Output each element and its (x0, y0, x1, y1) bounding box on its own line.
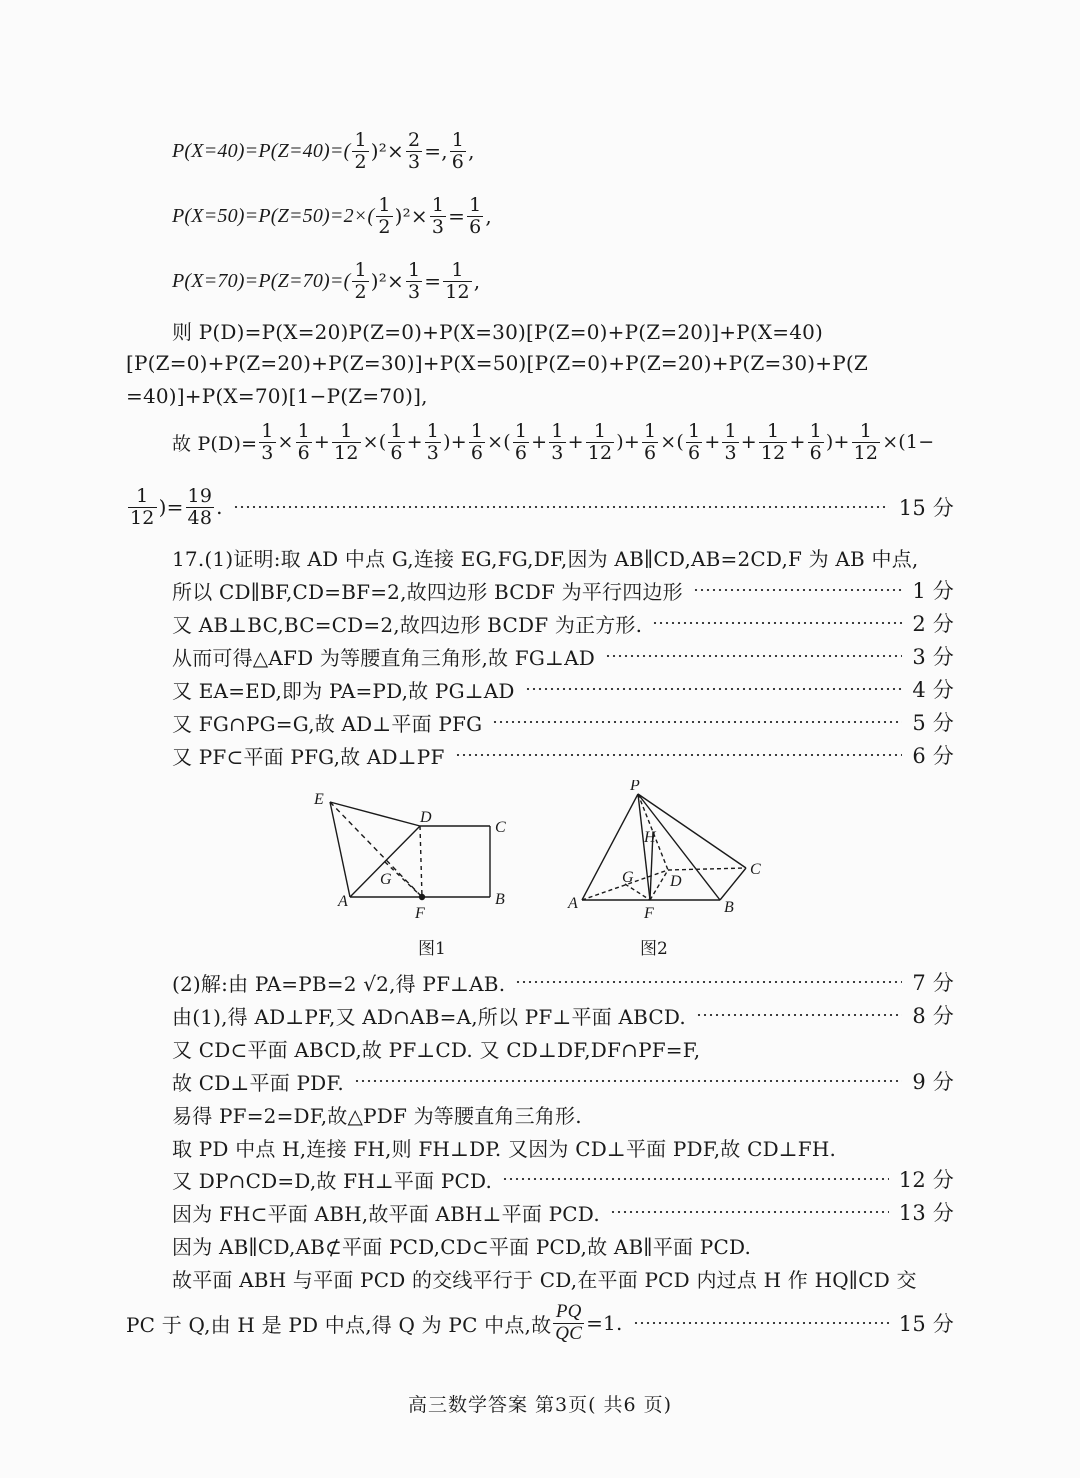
score-label: 15 分 (898, 496, 954, 520)
figures (300, 780, 780, 930)
text-line: 17.(1)证明:取 AD 中点 G,连接 EG,FG,DF,因为 AB∥CD,AB=2CD,F 为 AB 中点, (172, 546, 919, 571)
text-line: 又 CD⊂平面 ABCD,故 PF⊥CD. 又 CD⊥DF,DF∩PF=F, (172, 1037, 701, 1062)
label-G: G (622, 869, 634, 886)
label-B: B (724, 899, 734, 916)
figure-2-caption: 图2 (640, 939, 668, 959)
leader-dots (233, 506, 889, 508)
fraction: $\frac{1}{6}$ (390, 419, 403, 464)
fraction: $\frac{1}{6}$ (514, 419, 528, 464)
formula-pd: 故 P(D)= $\frac{1}{3}$ × $\frac{1}{6}$ + $\frac{1}{12}$ ×( $\frac{1}{6}$ + $\frac{1}{3}$ )+ $\frac{1}{6}$ ×( $\frac{1}{6}$ + $\frac{1}{3}$ + $\frac{1}{12}$ )+ $\frac{1}{6}$ ×( $\frac{1}{6}$ + $\frac{1}{3}$ + $\frac{1}{12}$ + $\frac{1}{6}$ )+ $\frac{1}{12}$ ×(1− (172, 419, 935, 464)
fraction: $\frac{1}{12}$ (130, 484, 155, 529)
step-line: PC 于 Q,由 H 是 PD 中点,得 Q 为 PC 中点,故 $\frac{PQ}{QC}$ =1. 15 分 (126, 1300, 954, 1344)
fraction: $\frac{1}{2}$ (354, 258, 367, 303)
fraction: $\frac{1}{2}$ (378, 193, 391, 238)
score-label: 2 分 (912, 612, 954, 636)
fraction: $\frac{1}{3}$ (261, 419, 274, 464)
label-B: B (495, 891, 505, 908)
step-line: 所以 CD∥BF,CD=BF=2,故四边形 BCDF 为平行四边形 1 分 (172, 573, 954, 607)
text-line: 易得 PF=2=DF,故△PDF 为等腰直角三角形. (172, 1103, 582, 1128)
step-line: 又 AB⊥BC,BC=CD=2,故四边形 BCDF 为正方形. 2 分 (172, 606, 954, 640)
step-line: 又 PF⊂平面 PFG,故 AD⊥PF 6 分 (172, 738, 954, 772)
score-label: 9 分 (912, 1070, 954, 1094)
score-label: 6 分 (912, 744, 954, 768)
fraction: $\frac{1}{6}$ (644, 419, 657, 464)
fraction: $\frac{1}{6}$ (451, 128, 465, 173)
score-label: 8 分 (912, 1004, 954, 1028)
label-P: P (630, 780, 640, 794)
text-line: [P(Z=0)+P(Z=20)+P(Z=30)]+P(X=50)[P(Z=0)+P(Z=20)+P(Z=30)+P(Z (126, 351, 868, 375)
formula-x50: P(X=50)=P(Z=50)=2×( $\frac{1}{2}$ )²× $\frac{1}{3}$ = $\frac{1}{6}$ , (172, 193, 492, 238)
label-C: C (495, 819, 506, 836)
score-label: 4 分 (912, 678, 954, 702)
fraction: $\frac{1}{3}$ (431, 193, 445, 238)
score-label: 13 分 (898, 1201, 954, 1225)
fraction: $\frac{1}{12}$ (587, 419, 613, 464)
text-line: 故平面 ABH 与平面 PCD 的交线平行于 CD,在平面 PCD 内过点 H 作 HQ∥CD 交 (172, 1267, 917, 1292)
label-A: A (568, 895, 578, 912)
score-label: 12 分 (898, 1168, 954, 1192)
fraction: $\frac{1}{6}$ (809, 419, 822, 464)
step-line: 因为 FH⊂平面 ABH,故平面 ABH⊥平面 PCD. 13 分 (172, 1195, 954, 1229)
label-D: D (420, 809, 432, 826)
fraction: $\frac{1}{6}$ (469, 193, 482, 238)
text-line: 取 PD 中点 H,连接 FH,则 FH⊥DP. 又因为 CD⊥平面 PDF,故 CD⊥FH. (172, 1136, 837, 1161)
step-line: 又 FG∩PG=G,故 AD⊥平面 PFG 5 分 (172, 705, 954, 739)
fraction: $\frac{1}{3}$ (426, 419, 440, 464)
fraction: $\frac{1}{3}$ (407, 258, 421, 303)
fraction: $\frac{19}{48}$ (187, 484, 213, 529)
formula-pd-result: $\frac{1}{12}$ )= $\frac{19}{48}$ . 15 分 (130, 484, 954, 529)
label-D: D (670, 873, 682, 890)
score-label: 5 分 (912, 711, 954, 735)
step-line: (2)解:由 PA=PB=2 √2,得 PF⊥AB. 7 分 (172, 965, 954, 999)
figure-2 (582, 794, 746, 900)
formula-x70: P(X=70)=P(Z=70)=( $\frac{1}{2}$ )²× $\frac{1}{3}$ = $\frac{1}{12}$ , (172, 258, 481, 303)
fraction: $\frac{1}{12}$ (334, 419, 359, 464)
fraction: $\frac{1}{2}$ (354, 128, 367, 173)
page-footer: 高三数学答案 第3页( 共6 页) (407, 1394, 673, 1416)
fraction: $\frac{1}{6}$ (297, 419, 310, 464)
text-line: =40)]+P(X=70)[1−P(Z=70)], (126, 384, 428, 408)
label-F: F (415, 905, 425, 922)
step-line: 又 DP∩CD=D,故 FH⊥平面 PCD. 12 分 (172, 1162, 954, 1196)
figure-1-caption: 图1 (418, 939, 446, 959)
fraction: $\frac{2}{3}$ (407, 128, 421, 173)
text-line: 因为 AB∥CD,AB⊄平面 PCD,CD⊂平面 PCD,故 AB∥平面 PCD. (172, 1234, 752, 1259)
fraction: $\frac{1}{12}$ (853, 419, 879, 464)
score-label: 3 分 (912, 645, 954, 669)
fraction: $\frac{1}{3}$ (724, 419, 737, 464)
formula-x40: P(X=40)=P(Z=40)=( $\frac{1}{2}$ )²× $\frac{2}{3}$ =, $\frac{1}{6}$ , (172, 128, 475, 173)
label-G: G (380, 871, 392, 888)
label-E: E (314, 791, 324, 808)
step-line: 从而可得△AFD 为等腰直角三角形,故 FG⊥AD 3 分 (172, 639, 954, 673)
label-A: A (338, 893, 348, 910)
label-F: F (644, 905, 654, 922)
score-label: 15 分 (898, 1312, 954, 1336)
label-C: C (750, 861, 761, 878)
text-line: 则 P(D)=P(X=20)P(Z=0)+P(X=30)[P(Z=0)+P(Z=20)]+P(X=40) (172, 319, 824, 344)
fraction: $\frac{1}{12}$ (760, 419, 786, 464)
score-label: 1 分 (912, 579, 954, 603)
figure-1 (330, 802, 490, 900)
fraction: $\frac{PQ}{QC}$ (555, 1300, 583, 1344)
fraction: $\frac{1}{12}$ (445, 258, 470, 303)
label-H: H (644, 829, 656, 846)
step-line: 由(1),得 AD⊥PF,又 AD∩AB=A,所以 PF⊥平面 ABCD. 8 分 (172, 998, 954, 1032)
fraction: $\frac{1}{6}$ (688, 419, 701, 464)
fraction: $\frac{1}{3}$ (551, 419, 564, 464)
fraction: $\frac{1}{6}$ (470, 419, 484, 464)
step-line: 又 EA=ED,即为 PA=PD,故 PG⊥AD 4 分 (172, 672, 954, 706)
step-line: 故 CD⊥平面 PDF. 9 分 (172, 1064, 954, 1098)
score-label: 7 分 (912, 971, 954, 995)
